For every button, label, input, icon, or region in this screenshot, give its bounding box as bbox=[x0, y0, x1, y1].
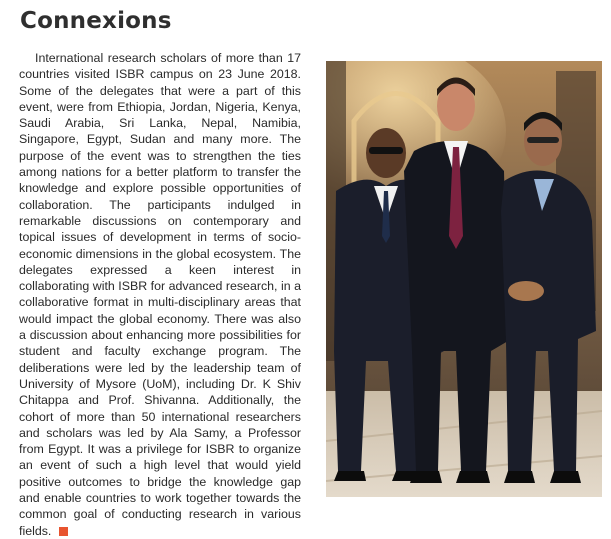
article-body bbox=[19, 50, 301, 539]
article-text: International research scholars of more than 17 countries visited ISBR campus on 23 June 2018. Some of the delegates that were a part of this event, were from Ethiopia, Jordan, Nigeria, Kenya, Saudi Arabia, Sri Lanka, Nepal, Namibia, Singapore, Egypt, Sudan and many more. The purpose of the event was to strengthen the ties among nations for a better platform to transfer the knowledge and explore possible opportunities of collaboration. The participants indulged in remarkable discussions on contemporary and topical issues of development in terms of socio-economic dimensions in the global ecosystem. The delegates expressed a keen interest in collaborating with ISBR for advanced research, in a collaborative format in multi-disciplinary areas that would impact the global economy. There was also a discussion about enhancing more possibilities for student and faculty exchange program. The deliberations were led by the leadership team of University of Mysore (UoM), including Dr. K Shiv Chitappa and Prof. Shivanna. Additionally, the cohort of more than 50 international researchers and scholars was led by Ala Samy, a Professor from Egypt. It was a privilege for ISBR to organize an event of such a high level that would yield positive outcomes to bridge the knowledge gap and enable countries to work together towards the common goal of conducting research in various fields. bbox=[19, 51, 301, 538]
section-title: Connexions bbox=[20, 8, 172, 34]
end-of-article-mark bbox=[59, 527, 68, 536]
event-photo-illustration bbox=[326, 61, 602, 497]
event-photo bbox=[326, 61, 602, 497]
